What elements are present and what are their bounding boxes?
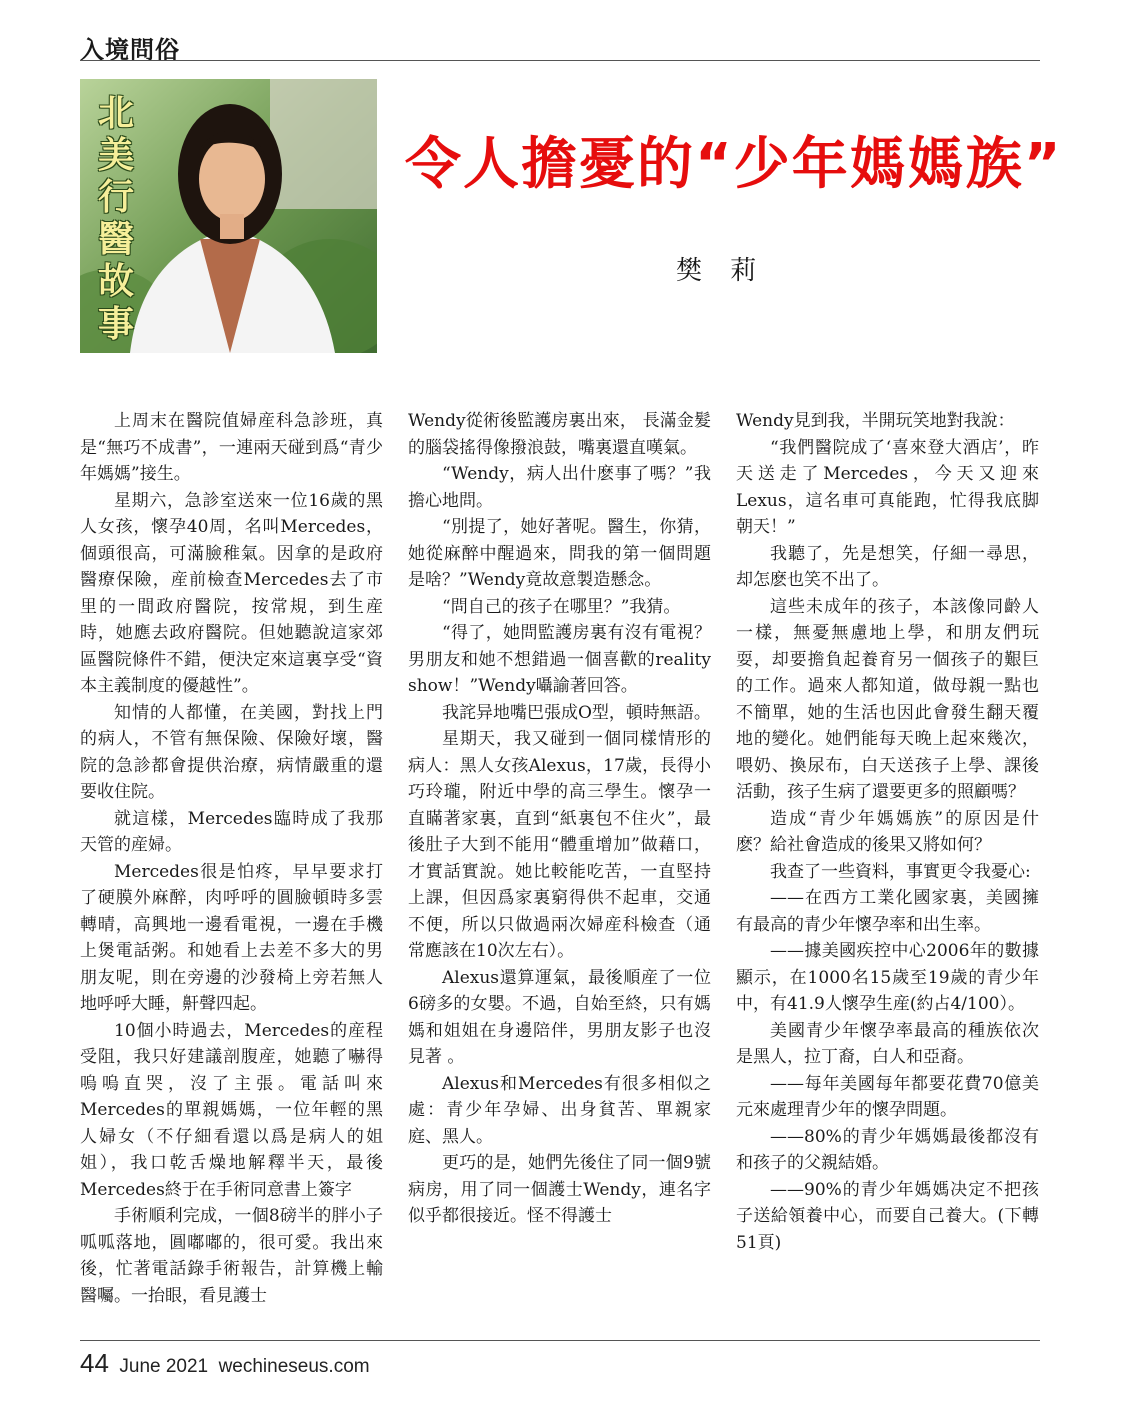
header-divider: [80, 60, 1040, 61]
author-photo: [80, 79, 377, 353]
paragraph: “問自己的孩子在哪里？”我猜。: [442, 596, 681, 617]
paragraph: 就這樣，Mercedes臨時成了我那天管的産婦。: [80, 808, 383, 855]
paragraph: ——80%的青少年媽媽最後都沒有和孩子的父親結婚。: [736, 1126, 1039, 1173]
paragraph: 我詫异地嘴巴張成O型，頓時無語。: [442, 702, 711, 723]
article-column-1: [80, 408, 383, 1309]
paragraph: 知情的人都懂，在美國，對找上門的病人，不管有無保險、保險好壞，醫院的急診都會提供治療，病情嚴重的還要收住院。: [80, 702, 383, 802]
paragraph: “Wendy，病人出什麽事了嗎？”我擔心地問。: [408, 464, 711, 511]
paragraph: Alexus和Mercedes有很多相似之處：青少年孕婦、出身貧苦、單親家庭、黑人。: [408, 1073, 711, 1147]
paragraph: ——90%的青少年媽媽决定不把孩子送給領養中心，而要自己養大。(下轉51頁): [736, 1179, 1039, 1253]
article-column-3: [736, 408, 1039, 1256]
caption-char: 醫: [97, 219, 134, 261]
paragraph: Mercedes很是怕疼，早早要求打了硬膜外麻醉，肉呼呼的圓臉頓時多雲轉晴，高興地一邊看電視，一邊在手機上煲電話粥。和她看上去差不多大的男朋友呢，則在旁邊的沙發椅上旁若無人地呼呼大睡，鼾聲四起。: [80, 861, 383, 1014]
paragraph: 我查了一些資料，事實更令我憂心:: [770, 861, 1031, 882]
paragraph: “我們醫院成了‘喜來登大酒店’，昨天送走了Mercedes，今天又迎來Lexus，這名車可真能跑，忙得我底脚朝天！”: [736, 437, 1039, 537]
paragraph: Wendy從術後監護房裏出來， 長滿金髮的腦袋搖得像撥浪鼓，嘴裏還直嘆氣。: [408, 411, 711, 458]
article-title: 令人擔憂的“少年媽媽族”: [405, 132, 1063, 197]
caption-char: 北: [97, 93, 134, 134]
column-series-caption: [96, 93, 136, 346]
paragraph: 手術順利完成，一個8磅半的胖小子呱呱落地，圓嘟嘟的，很可愛。我出來後，忙著電話錄手術報告，計算機上輸醫囑。一抬眼，看見護士: [80, 1206, 383, 1306]
caption-char: 行: [97, 177, 134, 219]
article-author: 樊 莉: [676, 256, 767, 286]
footer-divider: [80, 1340, 1040, 1341]
section-header: 入境問俗: [80, 35, 180, 64]
paragraph: Wendy見到我，半開玩笑地對我說：: [736, 411, 1015, 431]
paragraph: 這些未成年的孩子，本該像同齡人一樣，無憂無慮地上學，和朋友們玩耍，却要擔負起養育另一個孩子的艱巨的工作。過來人都知道，做母親一點也不簡單，她的生活也因此會發生翻天覆地的變化。她們能每天晚上起來幾次，喂奶、換尿布，白天送孩子上學、課後活動，孩子生病了還要更多的照顧嗎？: [736, 596, 1039, 802]
paragraph: 上周末在醫院值婦産科急診班，真是“無巧不成書”，一連兩天碰到爲“青少年媽媽”接生。: [80, 411, 383, 484]
paragraph: 美國青少年懷孕率最高的種族依次是黑人，拉丁裔，白人和亞裔。: [736, 1020, 1039, 1067]
page-number: 44: [80, 1348, 109, 1378]
paragraph: 星期六，急診室送來一位16歲的黑人女孩，懷孕40周，名叫Mercedes，個頭很高，可滿臉稚氣。因拿的是政府醫療保險，産前檢查Mercedes去了市里的一間政府醫院，按常規，到生産時，她應去政府醫院。但她聽說這家郊區醫院條件不錯，便決定來這裏享受“資本主義制度的優越性”。: [80, 490, 383, 696]
issue-date: June 2021: [119, 1356, 209, 1377]
paragraph: 更巧的是，她們先後住了同一個9號病房，用了同一個護士Wendy，連名字似乎都很接近。怪不得護士: [408, 1153, 711, 1226]
page-footer: [80, 1348, 370, 1379]
paragraph: ——據美國疾控中心2006年的數據顯示，在1000名15歲至19歲的青少年中，有41.9人懷孕生産(約占4/100）。: [736, 941, 1039, 1014]
paragraph: “得了，她問監護房裏有沒有電視？男朋友和她不想錯過一個喜歡的reality show！”Wendy囁諭著回答。: [408, 623, 711, 696]
paragraph: “別提了，她好著呢。醫生，你猜，她從麻醉中醒過來，問我的第一個問題是啥？”Wendy竟故意製造懸念。: [408, 517, 711, 590]
article-column-2: [408, 408, 711, 1230]
paragraph: 10個小時過去，Mercedes的産程受阻，我只好建議剖腹産，她聽了嚇得嗚嗚直哭，沒了主張。電話叫來Mercedes的單親媽媽，一位年輕的黑人婦女（不仔細看還以爲是病人的姐姐），我口乾舌燥地解釋半天，最後Mercedes終于在手術同意書上簽字: [80, 1020, 383, 1200]
caption-char: 事: [97, 303, 134, 345]
website-link[interactable]: wechineseus.com: [218, 1356, 370, 1377]
paragraph: ——在西方工業化國家裏，美國擁有最高的青少年懷孕率和出生率。: [736, 888, 1039, 935]
paragraph: 星期天，我又碰到一個同樣情形的病人：黑人女孩Alexus，17歲，長得小巧玲瓏，附近中學的高三學生。懷孕一直瞞著家裏，直到“紙裏包不住火”，最後肚子大到不能用“體重增加”做藉口，才實話實說。她比較能吃苦，一直堅持上課，但因爲家裏窮得供不起車，交通不便，所以只做過兩次婦産科檢查（通常應該在10次左右）。: [408, 729, 711, 961]
paragraph: Alexus還算運氣，最後順産了一位6磅多的女嬰。不過，自始至終，只有媽媽和姐姐在身邊陪伴，男朋友影子也沒見著 。: [408, 967, 711, 1067]
paragraph: 造成“青少年媽媽族”的原因是什麽？給社會造成的後果又將如何？: [736, 808, 1039, 855]
caption-char: 故: [97, 261, 134, 303]
caption-char: 美: [97, 135, 134, 177]
paragraph: 我聽了，先是想笑，仔細一尋思，却怎麽也笑不出了。: [736, 543, 1039, 590]
paragraph: ——每年美國每年都要花費70億美元來處理青少年的懷孕問題。: [736, 1073, 1039, 1120]
